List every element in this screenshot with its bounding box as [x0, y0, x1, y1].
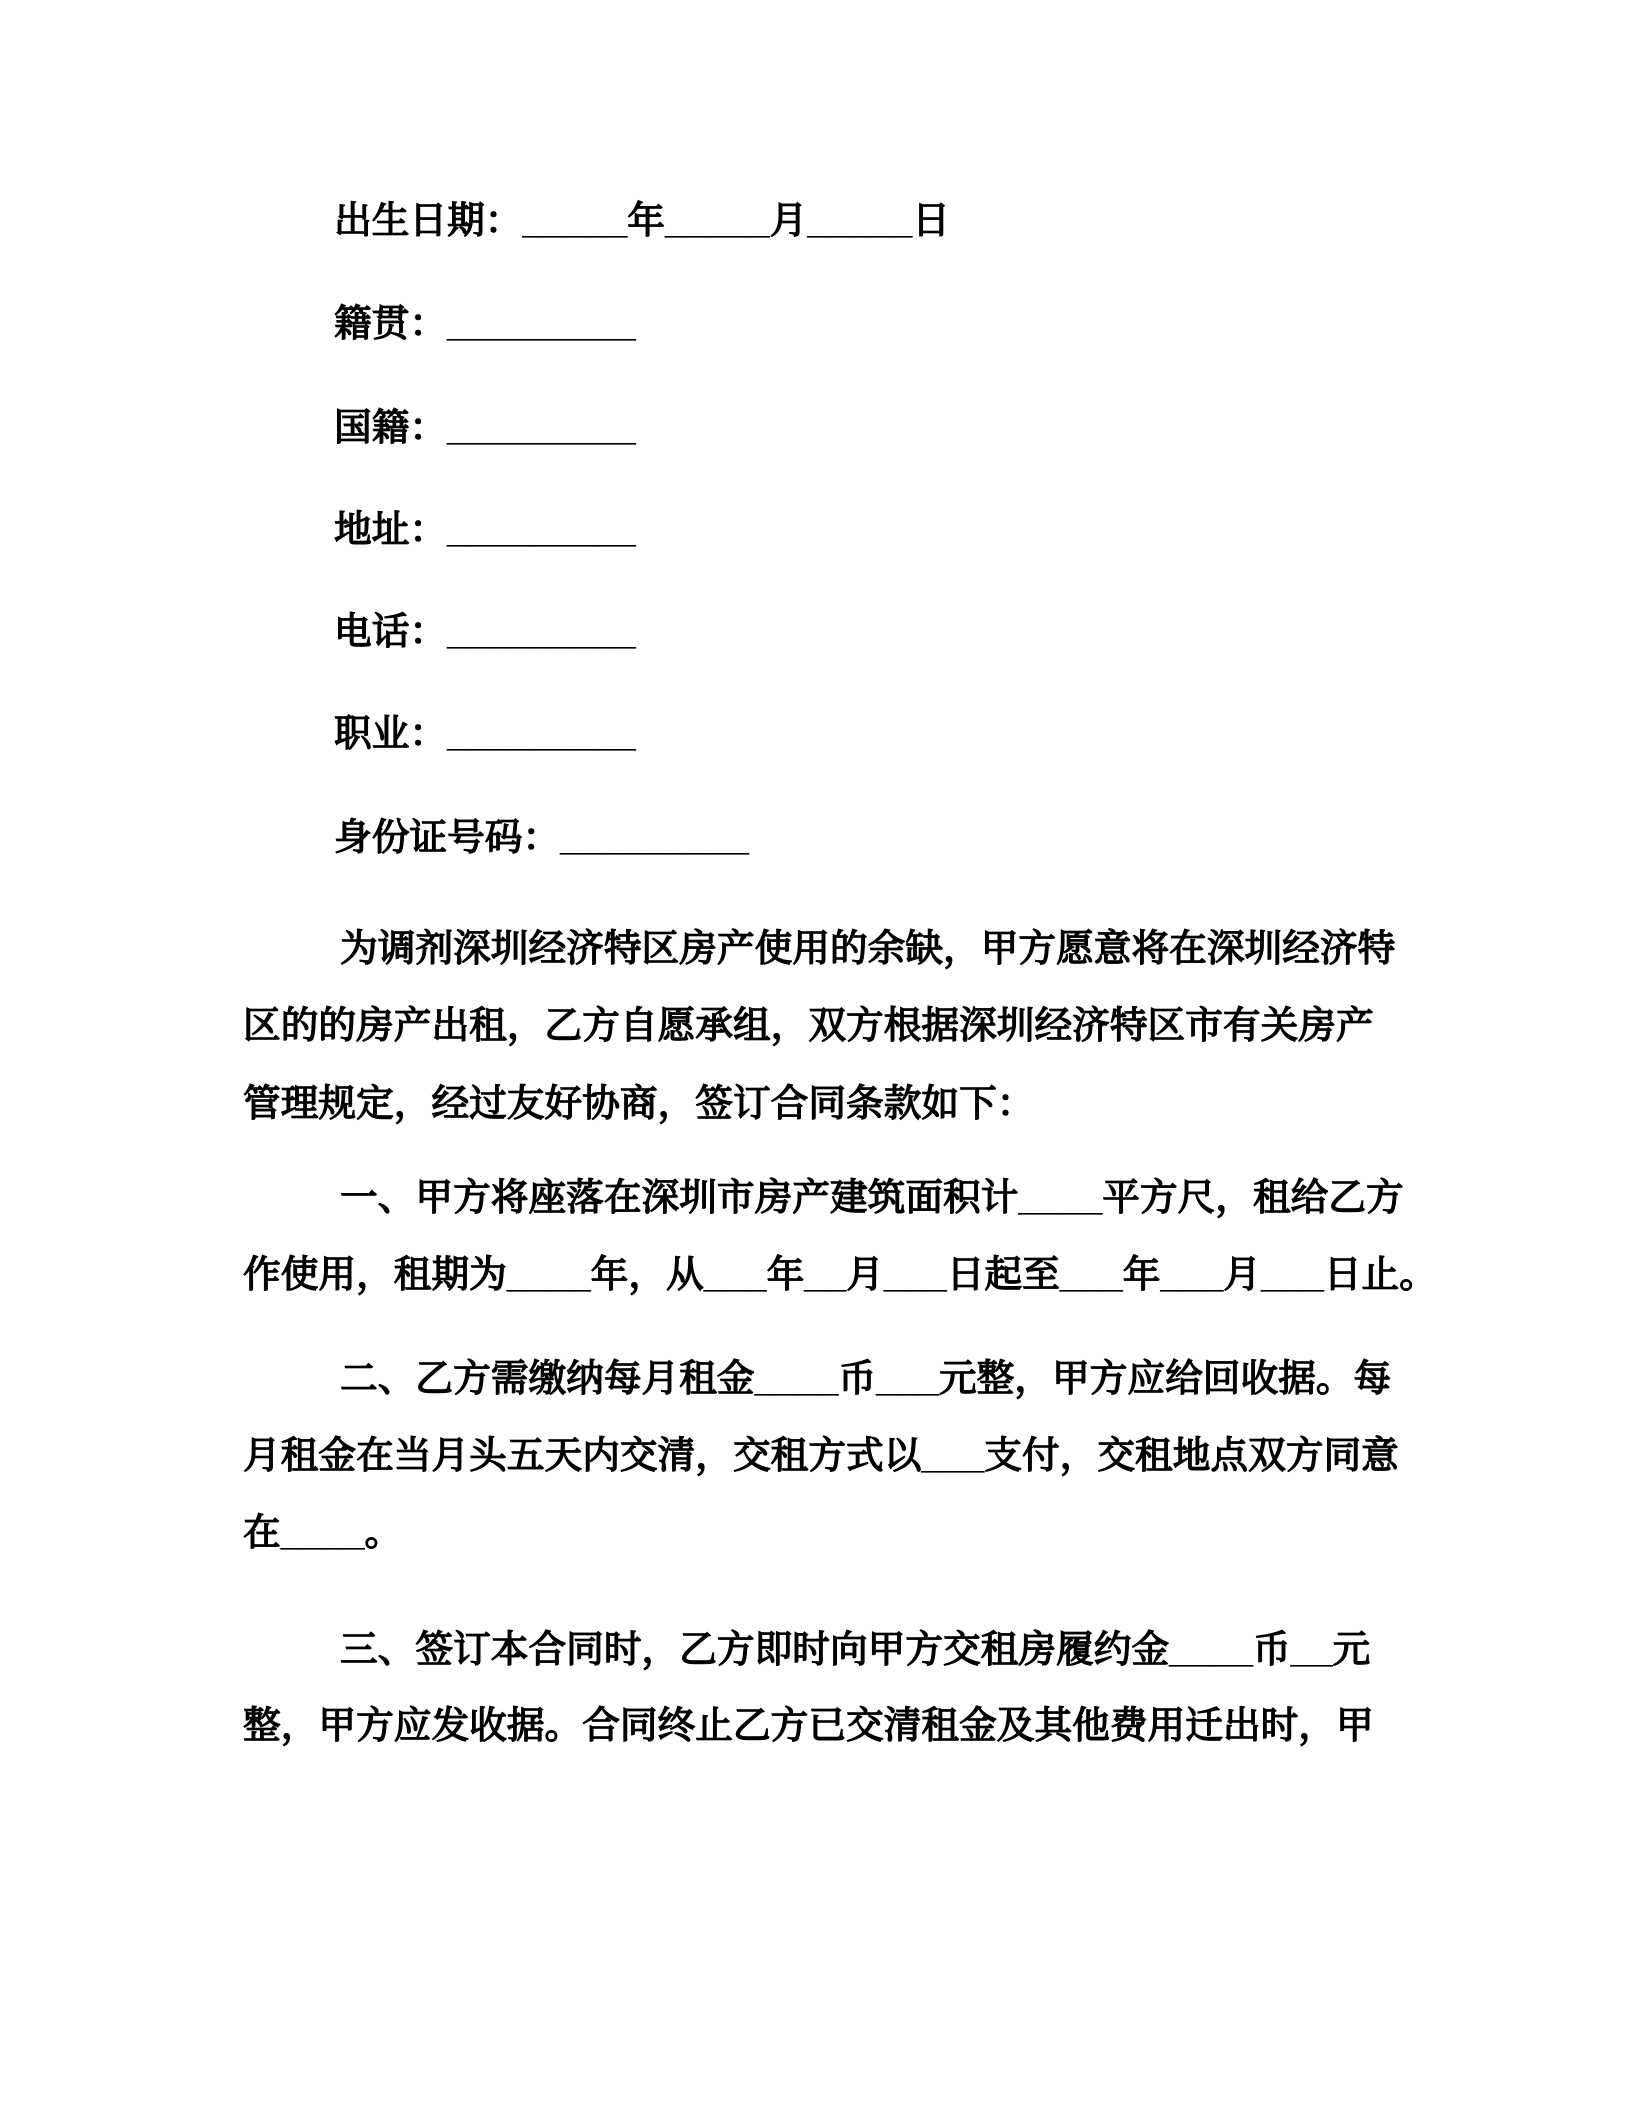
- paragraph-line: 为调剂深圳经济特区房产使用的余缺，甲方愿意将在深圳经济特: [340, 927, 1396, 969]
- field-blank: _________: [560, 816, 749, 858]
- field-label: 地址：: [334, 508, 448, 550]
- field-phone: [334, 609, 636, 653]
- field-address: [334, 507, 636, 551]
- field-label: 身份证号码：: [334, 816, 561, 858]
- field-blank: _________: [447, 610, 636, 652]
- field-blank: _________: [447, 508, 636, 550]
- field-label: 职业：: [334, 712, 448, 754]
- paragraph-line: 管理规定，经过友好协商，签订合同条款如下：: [243, 1082, 1035, 1124]
- paragraph-line: 月租金在当月头五天内交清，交租方式以___支付，交租地点双方同意: [243, 1434, 1399, 1476]
- field-label: 电话：: [334, 610, 448, 652]
- field-blank: _________: [447, 406, 636, 448]
- field-label: 国籍：: [334, 406, 448, 448]
- field-nationality: [334, 405, 636, 449]
- field-blank: _________: [447, 302, 636, 344]
- paragraph-line: 区的的房产出租，乙方自愿承组，双方根据深圳经济特区市有关房产: [243, 1004, 1374, 1046]
- paragraph-line: 在____。: [243, 1511, 403, 1553]
- paragraph-line: 三、签订本合同时，乙方即时向甲方交租房履约金____币__元: [340, 1628, 1371, 1670]
- field-blank: _________: [447, 712, 636, 754]
- paragraph-line: 一、甲方将座落在深圳市房产建筑面积计____平方尺，租给乙方: [340, 1176, 1404, 1218]
- field-native-place: [334, 301, 636, 345]
- field-blank: _____年_____月_____日: [522, 199, 950, 241]
- field-id-number: [334, 815, 749, 859]
- field-occupation: [334, 711, 636, 755]
- field-label: 出生日期：: [334, 199, 523, 241]
- paragraph-line: 整，甲方应发收据。合同终止乙方已交清租金及其他费用迁出时，甲: [243, 1704, 1374, 1746]
- field-birth-date: [334, 198, 950, 242]
- field-label: 籍贯：: [334, 302, 448, 344]
- paragraph-line: 二、乙方需缴纳每月租金____币___元整，甲方应给回收据。每: [340, 1357, 1392, 1399]
- paragraph-line: 作使用，租期为____年，从___年__月___日起至___年___月___日止。: [243, 1253, 1437, 1295]
